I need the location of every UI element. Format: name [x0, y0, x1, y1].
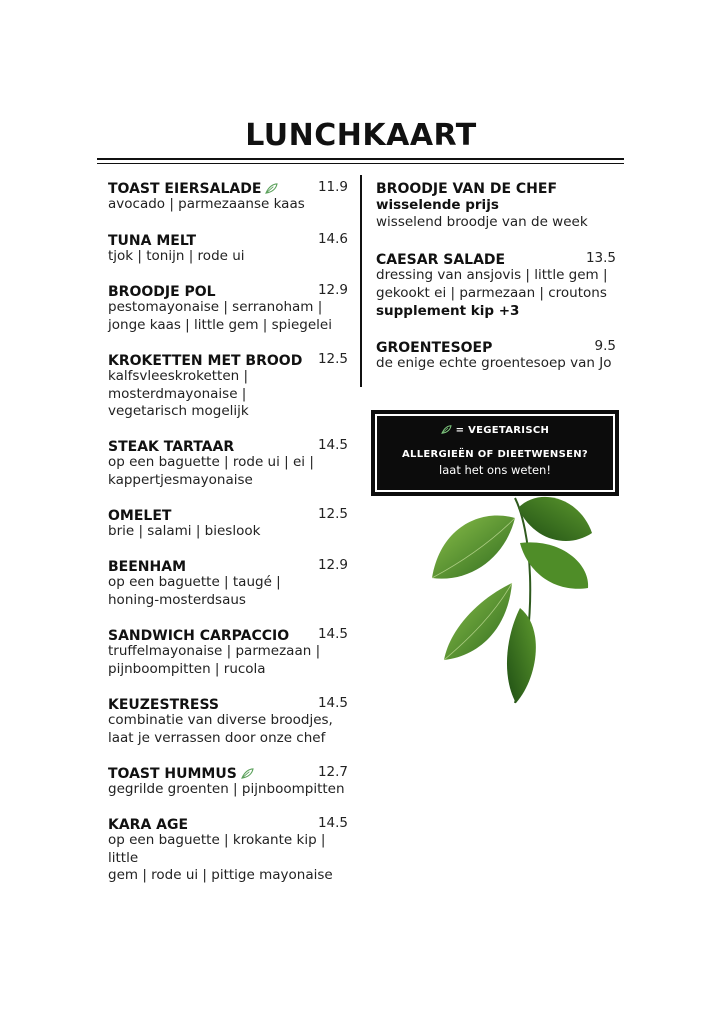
item-name: KEUZESTRESS: [108, 697, 220, 713]
title-rule-thick: [97, 158, 624, 160]
item-name: TOAST EIERSALADE: [108, 181, 262, 197]
item-desc-line: kappertjesmayonaise: [108, 471, 253, 488]
item-name: KARA AGE: [108, 817, 189, 833]
menu-item-keuzestress: [108, 694, 348, 747]
menu-item-toast-hummus: [108, 763, 348, 799]
menu-item-broodje-pol: [108, 281, 348, 334]
item-price: 12.7: [317, 764, 348, 780]
item-desc-line: gem | rode ui | pittige mayonaise: [108, 867, 333, 883]
item-name: GROENTESOEP: [376, 340, 493, 356]
item-price: 14.5: [317, 437, 348, 453]
item-price: 14.6: [317, 231, 348, 247]
menu-item-omelet: [108, 505, 348, 541]
vegetarian-leaf-icon: [265, 183, 278, 194]
item-desc-line: op een baguette | rode ui | ei |: [108, 454, 314, 470]
item-desc-line: tjok | tonijn | rode ui: [108, 248, 245, 264]
item-desc-line: kalfsvleeskroketten |: [108, 368, 249, 384]
column-divider: [360, 175, 362, 387]
item-desc-line: dressing van ansjovis | little gem |: [376, 267, 608, 283]
item-name: TOAST HUMMUS: [108, 766, 237, 782]
item-name: STEAK TARTAAR: [108, 439, 235, 455]
item-desc-line: de enige echte groentesoep van Jo: [376, 355, 612, 371]
item-desc-line: pijnboompitten | rucola: [108, 660, 266, 677]
item-name: CAESAR SALADE: [376, 252, 506, 268]
item-name: BROODJE POL: [108, 284, 216, 300]
item-price: 9.5: [594, 338, 616, 354]
item-desc-line: combinatie van diverse broodjes,: [108, 712, 333, 728]
item-desc-line: brie | salami | bieslook: [108, 523, 261, 539]
vegetarian-leaf-icon: [241, 768, 254, 779]
menu-item-beenham: [108, 556, 348, 609]
menu-item-tuna-melt: [108, 230, 348, 266]
item-price: 12.5: [317, 351, 348, 367]
vegetarian-leaf-icon: [441, 425, 452, 434]
menu-item-caesar-salade: [376, 249, 616, 320]
item-desc-line: op een baguette | krokante kip | little: [108, 832, 326, 866]
allergy-title: ALLERGIEËN OF DIEETWENSEN?: [401, 449, 588, 460]
item-desc-line: op een baguette | taugé |: [108, 574, 281, 590]
veg-legend: [375, 425, 615, 436]
menu-item-toast-eiersalade: [108, 178, 348, 214]
allergy-text: laat het ons weten!: [439, 463, 551, 477]
item-price: 12.9: [317, 557, 348, 573]
menu-item-groentesoep: [376, 337, 616, 373]
menu-item-sandwich-carpaccio: [108, 625, 348, 678]
item-name: BROODJE VAN DE CHEF: [376, 181, 558, 197]
info-box: [373, 412, 617, 494]
item-desc-line: honing-mosterdsaus: [108, 591, 246, 608]
item-subtitle: wisselende prijs: [376, 197, 499, 213]
item-desc-line: laat je verrassen door onze chef: [108, 729, 326, 746]
item-price: 13.5: [585, 250, 616, 266]
item-desc-line: avocado | parmezaanse kaas: [108, 196, 305, 212]
item-desc-line: mosterdmayonaise |: [108, 385, 247, 402]
title-rule-thin: [97, 163, 624, 164]
menu-title: LUNCHKAART: [245, 118, 477, 153]
item-price: 12.9: [317, 282, 348, 298]
item-desc-line: gekookt ei | parmezaan | croutons: [376, 284, 607, 301]
item-name: SANDWICH CARPACCIO: [108, 628, 290, 644]
veg-legend-text: = VEGETARISCH: [455, 425, 550, 436]
item-name: BEENHAM: [108, 559, 186, 575]
item-price: 12.5: [317, 506, 348, 522]
item-price: 14.5: [317, 626, 348, 642]
menu-item-steak-tartaar: [108, 436, 348, 489]
item-price: 14.5: [317, 815, 348, 831]
menu-item-kroketten-met-brood: [108, 350, 348, 421]
menu-item-kara-age: [108, 814, 348, 885]
item-desc-line: gegrilde groenten | pijnboompitten: [108, 781, 345, 797]
item-name: TUNA MELT: [108, 233, 196, 249]
item-name: OMELET: [108, 508, 172, 524]
item-desc-line: wisselend broodje van de week: [376, 214, 588, 230]
leaf-illustration: [420, 488, 600, 718]
item-price: 11.9: [317, 179, 348, 195]
item-name: KROKETTEN MET BROOD: [108, 353, 303, 369]
menu-item-broodje-van-de-chef: [376, 178, 616, 232]
item-desc-line: truffelmayonaise | parmezaan |: [108, 643, 321, 659]
item-supplement: supplement kip +3: [376, 303, 520, 319]
item-desc-line: jonge kaas | little gem | spiegelei: [108, 316, 332, 333]
item-price: 14.5: [317, 695, 348, 711]
item-desc-line: vegetarisch mogelijk: [108, 403, 249, 419]
item-desc-line: pestomayonaise | serranoham |: [108, 299, 323, 315]
